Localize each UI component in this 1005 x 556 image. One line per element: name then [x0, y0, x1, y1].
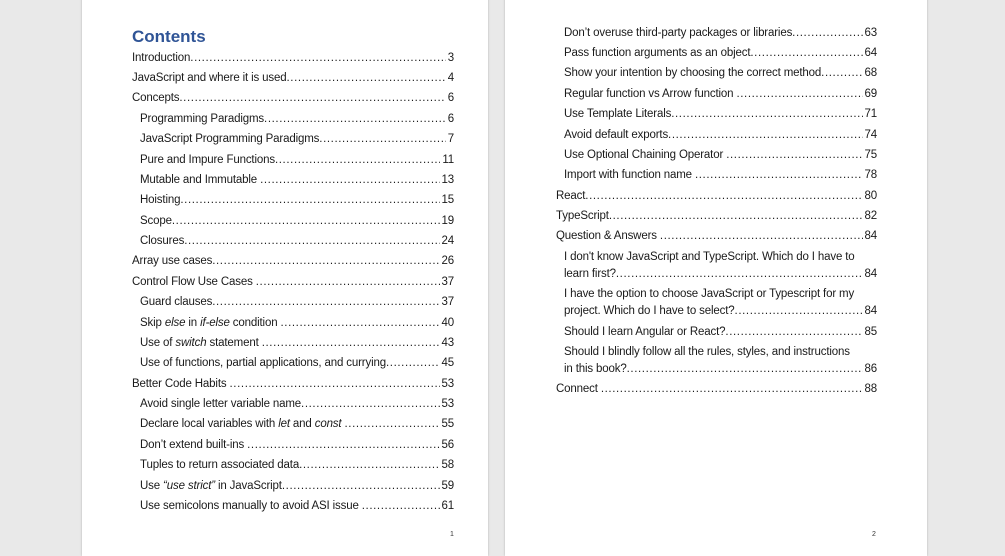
toc-entry-label: in — [185, 316, 201, 329]
toc-entry[interactable] — [132, 374, 454, 394]
toc-page-number: 55 — [440, 416, 455, 433]
toc-page-number: 71 — [863, 106, 878, 123]
toc-entry[interactable] — [564, 64, 877, 84]
toc-entry[interactable] — [556, 206, 877, 226]
toc-entry-label: React — [556, 189, 586, 202]
toc-entry-label: Array use cases — [132, 255, 213, 268]
toc-entry[interactable] — [564, 23, 877, 43]
document-page-2 — [505, 0, 927, 556]
toc-entry[interactable] — [140, 293, 454, 313]
toc-entry[interactable] — [132, 48, 454, 68]
toc-entry[interactable] — [140, 313, 454, 333]
toc-entry-label: Should I blindly follow all the rules, styles, and instructions in this book? — [564, 345, 850, 375]
toc-entry-label: TypeScript — [556, 210, 609, 223]
toc-entry[interactable] — [564, 145, 877, 165]
toc-page-number: 84 — [863, 228, 878, 245]
toc-page-number: 61 — [440, 498, 455, 515]
toc-entry-label: I don't know JavaScript and TypeScript. Which do I have to learn first? — [564, 250, 855, 280]
toc-page-number: 40 — [440, 315, 455, 332]
toc-entry-label: Don’t extend built-ins — [140, 438, 248, 451]
toc-entry-label: Use semicolons manually to avoid ASI issue — [140, 499, 362, 512]
toc-page-number: 15 — [440, 192, 455, 209]
toc-entry-label: Avoid single letter variable name — [140, 398, 302, 411]
toc-entry[interactable] — [132, 272, 454, 292]
toc-page-number: 6 — [446, 111, 454, 128]
toc-page-number: 45 — [440, 355, 455, 372]
toc-entry-label: Question & Answers — [556, 230, 660, 243]
page-number: 2 — [872, 531, 876, 538]
toc-entry-label: const — [314, 418, 342, 431]
toc-page-number: 82 — [863, 208, 878, 225]
toc-entry-label: Scope — [140, 214, 172, 227]
toc-page-number: 56 — [440, 437, 455, 454]
toc-entry-label: Avoid default exports — [564, 128, 669, 141]
toc-entry-label: Guard clauses — [140, 296, 213, 309]
toc-entry-label: condition — [229, 316, 281, 329]
toc-entry[interactable] — [140, 476, 454, 496]
document-page-1 — [82, 0, 488, 556]
toc-entry[interactable] — [556, 227, 877, 247]
toc-entry[interactable] — [140, 211, 454, 231]
toc-page-number: 11 — [440, 152, 454, 169]
toc-page-number: 78 — [863, 167, 878, 184]
toc-entry-label: Pure and Impure Functions — [140, 153, 275, 166]
toc-entry-label: Programming Paradigms — [140, 112, 265, 125]
toc-page-number: 37 — [440, 274, 455, 291]
toc-entry-label: and — [289, 418, 315, 431]
toc-entry-label: Hoisting — [140, 194, 181, 207]
toc-entry[interactable] — [140, 150, 454, 170]
toc-entry[interactable] — [564, 285, 877, 322]
toc-entry[interactable] — [140, 496, 454, 516]
toc-entry-label: switch — [175, 336, 207, 349]
toc-entry-label: Don’t overuse third-party packages or libraries — [564, 26, 793, 39]
toc-entry-label: Connect — [556, 383, 601, 396]
toc-page-number: 59 — [440, 478, 455, 495]
toc-entry[interactable] — [564, 166, 877, 186]
toc-entry-label: JavaScript Programming Paradigms — [140, 133, 320, 146]
toc-page-number: 13 — [440, 172, 455, 189]
toc-page-number: 53 — [440, 396, 455, 413]
toc-page-number: 19 — [440, 213, 455, 230]
toc-entry[interactable] — [564, 322, 877, 342]
toc-entry-label: else — [164, 316, 186, 329]
toc-page-number: 7 — [446, 131, 454, 148]
toc-entry-label: Mutable and Immutable — [140, 173, 261, 186]
toc-entry[interactable] — [564, 84, 877, 104]
toc-entry[interactable] — [140, 415, 454, 435]
toc-entry[interactable] — [140, 170, 454, 190]
toc-entry[interactable] — [132, 252, 454, 272]
toc-entry-label: Use of — [140, 336, 176, 349]
toc-entry-label: Regular function vs Arrow function — [564, 87, 737, 100]
toc-entry-label: if-else — [200, 316, 230, 329]
toc-page-number: 75 — [863, 147, 878, 164]
toc-entry[interactable] — [564, 125, 877, 145]
contents-heading: Contents — [132, 27, 206, 46]
toc-page-number: 69 — [863, 86, 878, 103]
toc-entry[interactable] — [140, 109, 454, 129]
toc-page-number: 43 — [440, 335, 455, 352]
toc-page-number: 24 — [440, 233, 455, 250]
toc-page-number: 84 — [863, 266, 878, 283]
toc-entry-label: let — [278, 418, 290, 431]
toc-page-number: 84 — [863, 303, 878, 320]
toc-page-number: 64 — [863, 45, 878, 62]
toc-page-number: 74 — [863, 127, 878, 144]
toc-entry-label: Use Optional Chaining Operator — [564, 148, 727, 161]
toc-entry[interactable] — [556, 380, 877, 400]
toc-entry[interactable] — [140, 130, 454, 150]
toc-entry-label: Better Code Habits — [132, 377, 230, 390]
toc-entry[interactable] — [564, 105, 877, 125]
table-of-contents — [132, 48, 454, 517]
toc-entry[interactable] — [140, 191, 454, 211]
toc-entry[interactable] — [132, 68, 454, 88]
page-number: 1 — [450, 531, 454, 538]
toc-entry[interactable] — [140, 333, 454, 353]
toc-entry-label: Tuples to return associated data — [140, 459, 300, 472]
toc-page-number: 53 — [440, 376, 455, 393]
toc-entry[interactable] — [564, 43, 877, 63]
toc-entry-label: JavaScript and where it is used — [132, 72, 287, 85]
toc-entry-label: Import with function name — [564, 169, 695, 182]
toc-entry-label: Declare local variables with — [140, 418, 279, 431]
toc-page-number: 26 — [440, 253, 455, 270]
toc-entry-label: statement — [206, 336, 262, 349]
toc-entry-label: in JavaScript — [214, 479, 282, 492]
toc-entry-label: Pass function arguments as an object — [564, 47, 751, 60]
toc-entry[interactable] — [564, 342, 877, 379]
toc-entry[interactable] — [140, 231, 454, 251]
toc-entry[interactable] — [140, 394, 454, 414]
toc-page-number: 68 — [863, 65, 878, 82]
toc-page-number: 80 — [863, 188, 878, 205]
toc-entry-label: I have the option to choose JavaScript or Typescript for my project. Which do I have to select? — [564, 288, 855, 318]
toc-entry[interactable] — [564, 247, 877, 284]
toc-entry-label: “use strict” — [163, 479, 215, 492]
toc-entry-label: Use — [140, 479, 164, 492]
toc-entry-label: Introduction — [132, 51, 191, 64]
toc-entry[interactable] — [140, 456, 454, 476]
toc-page-number: 3 — [446, 50, 454, 67]
toc-page-number: 86 — [863, 361, 878, 378]
toc-page-number: 63 — [863, 25, 878, 42]
toc-entry[interactable] — [132, 89, 454, 109]
toc-page-number: 88 — [863, 381, 878, 398]
toc-entry-label: Should I learn Angular or React? — [564, 325, 726, 338]
toc-entry-label: Skip — [140, 316, 165, 329]
toc-entry-label: Show your intention by choosing the correct method — [564, 67, 822, 80]
toc-entry-label: Closures — [140, 235, 185, 248]
toc-page-number: 37 — [440, 294, 455, 311]
toc-entry[interactable] — [140, 435, 454, 455]
toc-entry-label: Control Flow Use Cases — [132, 275, 256, 288]
toc-page-number: 58 — [440, 457, 455, 474]
toc-entry-label: Concepts — [132, 92, 180, 105]
toc-entry-label: Use Template Literals — [564, 108, 672, 121]
toc-page-number: 4 — [446, 70, 454, 87]
toc-entry[interactable] — [556, 186, 877, 206]
toc-entry-label: Use of functions, partial applications, and currying — [140, 357, 386, 370]
toc-page-number: 85 — [863, 324, 878, 341]
toc-page-number: 6 — [446, 90, 454, 107]
toc-entry[interactable] — [140, 354, 454, 374]
table-of-contents-continued — [556, 23, 877, 400]
